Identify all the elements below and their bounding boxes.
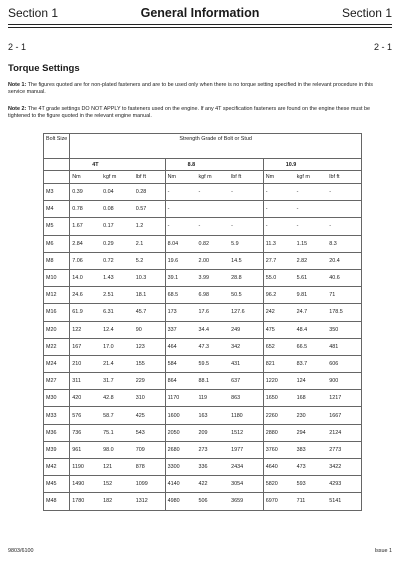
torque-value-cell: 342 [229, 338, 263, 355]
torque-value-cell: 2.00 [196, 252, 229, 269]
torque-value-cell: 584 [165, 355, 196, 372]
torque-value-cell: 310 [134, 390, 165, 407]
bolt-size-cell: M16 [44, 304, 70, 321]
torque-value-cell: 8.04 [165, 235, 196, 252]
torque-value-cell: 14.0 [70, 269, 101, 286]
torque-value-cell: 124 [295, 373, 328, 390]
torque-value-cell: 543 [134, 424, 165, 441]
torque-value-cell: 24.6 [70, 287, 101, 304]
torque-value-cell: 961 [70, 441, 101, 458]
torque-value-cell: 475 [263, 321, 294, 338]
torque-value-cell: 45.7 [134, 304, 165, 321]
torque-value-cell: - [165, 184, 196, 201]
torque-value-cell: 163 [196, 407, 229, 424]
torque-value-cell: 0.57 [134, 201, 165, 218]
torque-value-cell: 2880 [263, 424, 294, 441]
torque-value-cell: 40.6 [327, 269, 361, 286]
torque-value-cell: 420 [70, 390, 101, 407]
section-label-left: Section 1 [8, 6, 59, 20]
torque-value-cell: 1490 [70, 476, 101, 493]
torque-value-cell: 155 [134, 355, 165, 372]
torque-value-cell: - [263, 184, 294, 201]
torque-value-cell: 7.06 [70, 252, 101, 269]
torque-value-cell: 0.29 [101, 235, 134, 252]
torque-value-cell: 127.6 [229, 304, 263, 321]
torque-value-cell [327, 201, 361, 218]
table-row [44, 269, 362, 286]
torque-value-cell: 209 [196, 424, 229, 441]
bolt-size-cell: M22 [44, 338, 70, 355]
bolt-size-cell: M3 [44, 184, 70, 201]
bolt-size-cell: M30 [44, 390, 70, 407]
torque-value-cell: 173 [165, 304, 196, 321]
torque-value-cell: 900 [327, 373, 361, 390]
torque-value-cell: 66.5 [295, 338, 328, 355]
torque-value-cell: 5.61 [295, 269, 328, 286]
table-row [44, 201, 362, 218]
torque-value-cell: 506 [196, 493, 229, 510]
torque-value-cell: 1220 [263, 373, 294, 390]
torque-value-cell: 27.7 [263, 252, 294, 269]
bolt-size-cell: M20 [44, 321, 70, 338]
table-row [44, 441, 362, 458]
unit-nm: Nm [263, 171, 294, 184]
strength-grade-header: Strength Grade of Bolt or Stud [70, 134, 362, 159]
torque-value-cell: 1099 [134, 476, 165, 493]
torque-value-cell: 637 [229, 373, 263, 390]
table-row [44, 218, 362, 235]
torque-value-cell: 21.4 [101, 355, 134, 372]
bolt-size-cell: M33 [44, 407, 70, 424]
torque-value-cell: 593 [295, 476, 328, 493]
table-row [44, 459, 362, 476]
torque-value-cell: 2773 [327, 441, 361, 458]
torque-value-cell: 168 [295, 390, 328, 407]
torque-value-cell: 83.7 [295, 355, 328, 372]
bolt-size-cell: M27 [44, 373, 70, 390]
torque-value-cell: 55.0 [263, 269, 294, 286]
header-rule-bottom [8, 27, 392, 28]
torque-value-cell: 422 [196, 476, 229, 493]
table-row [44, 493, 362, 510]
table-row [44, 184, 362, 201]
torque-value-cell: 0.08 [101, 201, 134, 218]
bolt-size-cell: M48 [44, 493, 70, 510]
torque-value-cell: 61.9 [70, 304, 101, 321]
torque-value-cell: 0.17 [101, 218, 134, 235]
page-number-right: 2 - 1 [373, 42, 392, 52]
torque-value-cell: 31.7 [101, 373, 134, 390]
torque-value-cell: 383 [295, 441, 328, 458]
torque-value-cell: 59.5 [196, 355, 229, 372]
grade-4t: 4T [70, 159, 165, 171]
torque-value-cell: 47.3 [196, 338, 229, 355]
torque-value-cell: 864 [165, 373, 196, 390]
torque-value-cell: 1780 [70, 493, 101, 510]
table-row [44, 252, 362, 269]
torque-value-cell: 336 [196, 459, 229, 476]
table-row [44, 338, 362, 355]
unit-lbfft: lbf ft [229, 171, 263, 184]
torque-value-cell: 11.3 [263, 235, 294, 252]
torque-value-cell: 2260 [263, 407, 294, 424]
torque-value-cell: - [263, 201, 294, 218]
unit-nm: Nm [70, 171, 101, 184]
torque-value-cell: 4293 [327, 476, 361, 493]
torque-value-cell: 1170 [165, 390, 196, 407]
torque-value-cell: - [165, 218, 196, 235]
torque-value-cell: 50.5 [229, 287, 263, 304]
torque-value-cell: 68.5 [165, 287, 196, 304]
bolt-size-cell: M6 [44, 235, 70, 252]
torque-value-cell: 1512 [229, 424, 263, 441]
torque-value-cell: - [295, 218, 328, 235]
table-row [44, 373, 362, 390]
torque-value-cell: 606 [327, 355, 361, 372]
torque-value-cell: 2.82 [295, 252, 328, 269]
torque-value-cell: 17.0 [101, 338, 134, 355]
torque-value-cell: 17.6 [196, 304, 229, 321]
torque-value-cell: 1190 [70, 459, 101, 476]
bolt-size-cell: M5 [44, 218, 70, 235]
torque-table-body [44, 134, 362, 511]
torque-value-cell: 652 [263, 338, 294, 355]
torque-value-cell: 242 [263, 304, 294, 321]
torque-value-cell: - [196, 218, 229, 235]
torque-value-cell: 2.84 [70, 235, 101, 252]
torque-value-cell: 1.2 [134, 218, 165, 235]
torque-value-cell: 5820 [263, 476, 294, 493]
torque-value-cell: 821 [263, 355, 294, 372]
torque-value-cell: 6.31 [101, 304, 134, 321]
bolt-size-cell: M8 [44, 252, 70, 269]
torque-value-cell [196, 201, 229, 218]
note-2 [8, 106, 386, 120]
bolt-size-cell: M10 [44, 269, 70, 286]
torque-value-cell: 6.98 [196, 287, 229, 304]
page-number-left: 2 - 1 [8, 42, 27, 52]
torque-value-cell: 3.99 [196, 269, 229, 286]
bolt-size-header: Bolt Size [44, 134, 70, 159]
torque-value-cell: 1.43 [101, 269, 134, 286]
unit-kgfm: kgf m [196, 171, 229, 184]
torque-value-cell: 1650 [263, 390, 294, 407]
torque-value-cell: 4140 [165, 476, 196, 493]
torque-value-cell: 1.67 [70, 218, 101, 235]
torque-value-cell: 1667 [327, 407, 361, 424]
torque-value-cell: 2124 [327, 424, 361, 441]
torque-value-cell: - [229, 184, 263, 201]
torque-value-cell: 20.4 [327, 252, 361, 269]
table-row [44, 476, 362, 493]
torque-value-cell: 24.7 [295, 304, 328, 321]
torque-value-cell: 425 [134, 407, 165, 424]
torque-value-cell: 182 [101, 493, 134, 510]
torque-value-cell: 4640 [263, 459, 294, 476]
page-footer [8, 548, 392, 554]
grade-8-8: 8.8 [165, 159, 263, 171]
torque-value-cell: 9.81 [295, 287, 328, 304]
torque-value-cell: 2.1 [134, 235, 165, 252]
torque-value-cell: 4980 [165, 493, 196, 510]
torque-value-cell: 294 [295, 424, 328, 441]
torque-value-cell: 0.28 [134, 184, 165, 201]
torque-value-cell: 337 [165, 321, 196, 338]
torque-value-cell: - [229, 218, 263, 235]
note-2-text: The 4T grade settings DO NOT APPLY to fasteners used on the engine. If any 4T specification fasteners are found on the engine these must be tightened to the figure quoted in the relevant engine manual. [8, 106, 371, 120]
torque-value-cell: 2050 [165, 424, 196, 441]
torque-value-cell: 88.1 [196, 373, 229, 390]
bolt-size-cell: M42 [44, 459, 70, 476]
torque-value-cell: 34.4 [196, 321, 229, 338]
torque-value-cell: - [165, 201, 196, 218]
torque-value-cell: 0.04 [101, 184, 134, 201]
torque-value-cell: 121 [101, 459, 134, 476]
unit-lbfft: lbf ft [327, 171, 361, 184]
torque-value-cell: 2434 [229, 459, 263, 476]
torque-value-cell: 273 [196, 441, 229, 458]
document-number: 9803/6100 [8, 548, 34, 554]
torque-value-cell: 464 [165, 338, 196, 355]
torque-value-cell: 122 [70, 321, 101, 338]
unit-kgfm: kgf m [295, 171, 328, 184]
unit-kgfm: kgf m [101, 171, 134, 184]
torque-value-cell: 5.9 [229, 235, 263, 252]
torque-value-cell: 19.6 [165, 252, 196, 269]
torque-value-cell: 8.3 [327, 235, 361, 252]
page-number-row [8, 42, 392, 52]
torque-value-cell: 249 [229, 321, 263, 338]
torque-value-cell: 311 [70, 373, 101, 390]
torque-value-cell: 3760 [263, 441, 294, 458]
note-1-text: The figures quoted are for non-plated fasteners and are to be used only when there is no torque setting specified in the relevant procedure in this service manual. [8, 82, 373, 96]
note-2-label: Note 2: [8, 106, 27, 112]
torque-value-cell: 1977 [229, 441, 263, 458]
torque-value-cell: 210 [70, 355, 101, 372]
torque-value-cell: 0.78 [70, 201, 101, 218]
table-row [44, 287, 362, 304]
torque-value-cell: 119 [196, 390, 229, 407]
torque-value-cell: 167 [70, 338, 101, 355]
torque-value-cell: 3659 [229, 493, 263, 510]
torque-value-cell [229, 201, 263, 218]
bolt-size-cell: M39 [44, 441, 70, 458]
torque-value-cell: 48.4 [295, 321, 328, 338]
torque-value-cell: - [196, 184, 229, 201]
note-1 [8, 82, 386, 96]
torque-value-cell: 10.3 [134, 269, 165, 286]
bolt-size-cell: M36 [44, 424, 70, 441]
torque-value-cell: 863 [229, 390, 263, 407]
torque-value-cell: 90 [134, 321, 165, 338]
table-header-row [44, 134, 362, 159]
torque-value-cell: 350 [327, 321, 361, 338]
torque-value-cell: 709 [134, 441, 165, 458]
note-1-label: Note 1: [8, 82, 27, 88]
unit-row [44, 171, 362, 184]
torque-value-cell: 152 [101, 476, 134, 493]
torque-value-cell: 123 [134, 338, 165, 355]
torque-value-cell: 58.7 [101, 407, 134, 424]
table-row [44, 355, 362, 372]
table-row [44, 235, 362, 252]
torque-value-cell: 39.1 [165, 269, 196, 286]
torque-value-cell: 75.1 [101, 424, 134, 441]
torque-value-cell: - [263, 218, 294, 235]
torque-value-cell: 1600 [165, 407, 196, 424]
torque-table [43, 133, 362, 511]
issue-label: Issue 1 [374, 548, 392, 554]
unit-lbfft: lbf ft [134, 171, 165, 184]
torque-value-cell: 98.0 [101, 441, 134, 458]
torque-value-cell: 18.1 [134, 287, 165, 304]
torque-value-cell: 736 [70, 424, 101, 441]
torque-value-cell: 0.82 [196, 235, 229, 252]
torque-value-cell: 1180 [229, 407, 263, 424]
torque-value-cell: - [295, 184, 328, 201]
torque-value-cell: 230 [295, 407, 328, 424]
torque-value-cell: 878 [134, 459, 165, 476]
unit-nm: Nm [165, 171, 196, 184]
torque-value-cell: - [327, 184, 361, 201]
torque-value-cell: 1.15 [295, 235, 328, 252]
torque-value-cell: 178.5 [327, 304, 361, 321]
bolt-size-cell: M45 [44, 476, 70, 493]
torque-value-cell: 96.2 [263, 287, 294, 304]
torque-value-cell: 28.8 [229, 269, 263, 286]
torque-value-cell: 711 [295, 493, 328, 510]
table-row [44, 407, 362, 424]
torque-value-cell: 3300 [165, 459, 196, 476]
torque-value-cell: 5.2 [134, 252, 165, 269]
torque-value-cell: 12.4 [101, 321, 134, 338]
torque-value-cell: 6970 [263, 493, 294, 510]
torque-value-cell: 2.51 [101, 287, 134, 304]
page-title: General Information [140, 6, 260, 20]
torque-value-cell: 481 [327, 338, 361, 355]
table-row [44, 321, 362, 338]
torque-value-cell: 0.39 [70, 184, 101, 201]
torque-value-cell: 1312 [134, 493, 165, 510]
bolt-size-cell: M24 [44, 355, 70, 372]
torque-value-cell: - [295, 201, 328, 218]
bolt-size-cell: M12 [44, 287, 70, 304]
page-header [8, 6, 392, 22]
grade-row [44, 159, 362, 171]
bolt-size-cell: M4 [44, 201, 70, 218]
torque-value-cell: 2680 [165, 441, 196, 458]
torque-value-cell: 42.8 [101, 390, 134, 407]
torque-value-cell: 1217 [327, 390, 361, 407]
torque-value-cell: 3422 [327, 459, 361, 476]
torque-value-cell: 229 [134, 373, 165, 390]
torque-value-cell: 71 [327, 287, 361, 304]
torque-value-cell: 576 [70, 407, 101, 424]
torque-value-cell: 0.72 [101, 252, 134, 269]
torque-value-cell: 473 [295, 459, 328, 476]
grade-10-9: 10.9 [263, 159, 361, 171]
section-label-right: Section 1 [341, 6, 392, 20]
torque-value-cell: 14.5 [229, 252, 263, 269]
torque-value-cell: 5141 [327, 493, 361, 510]
torque-value-cell: - [327, 218, 361, 235]
torque-value-cell: 431 [229, 355, 263, 372]
table-row [44, 390, 362, 407]
header-rule-top [8, 24, 392, 25]
section-heading: Torque Settings [8, 63, 80, 74]
table-row [44, 424, 362, 441]
torque-value-cell: 3054 [229, 476, 263, 493]
table-row [44, 304, 362, 321]
